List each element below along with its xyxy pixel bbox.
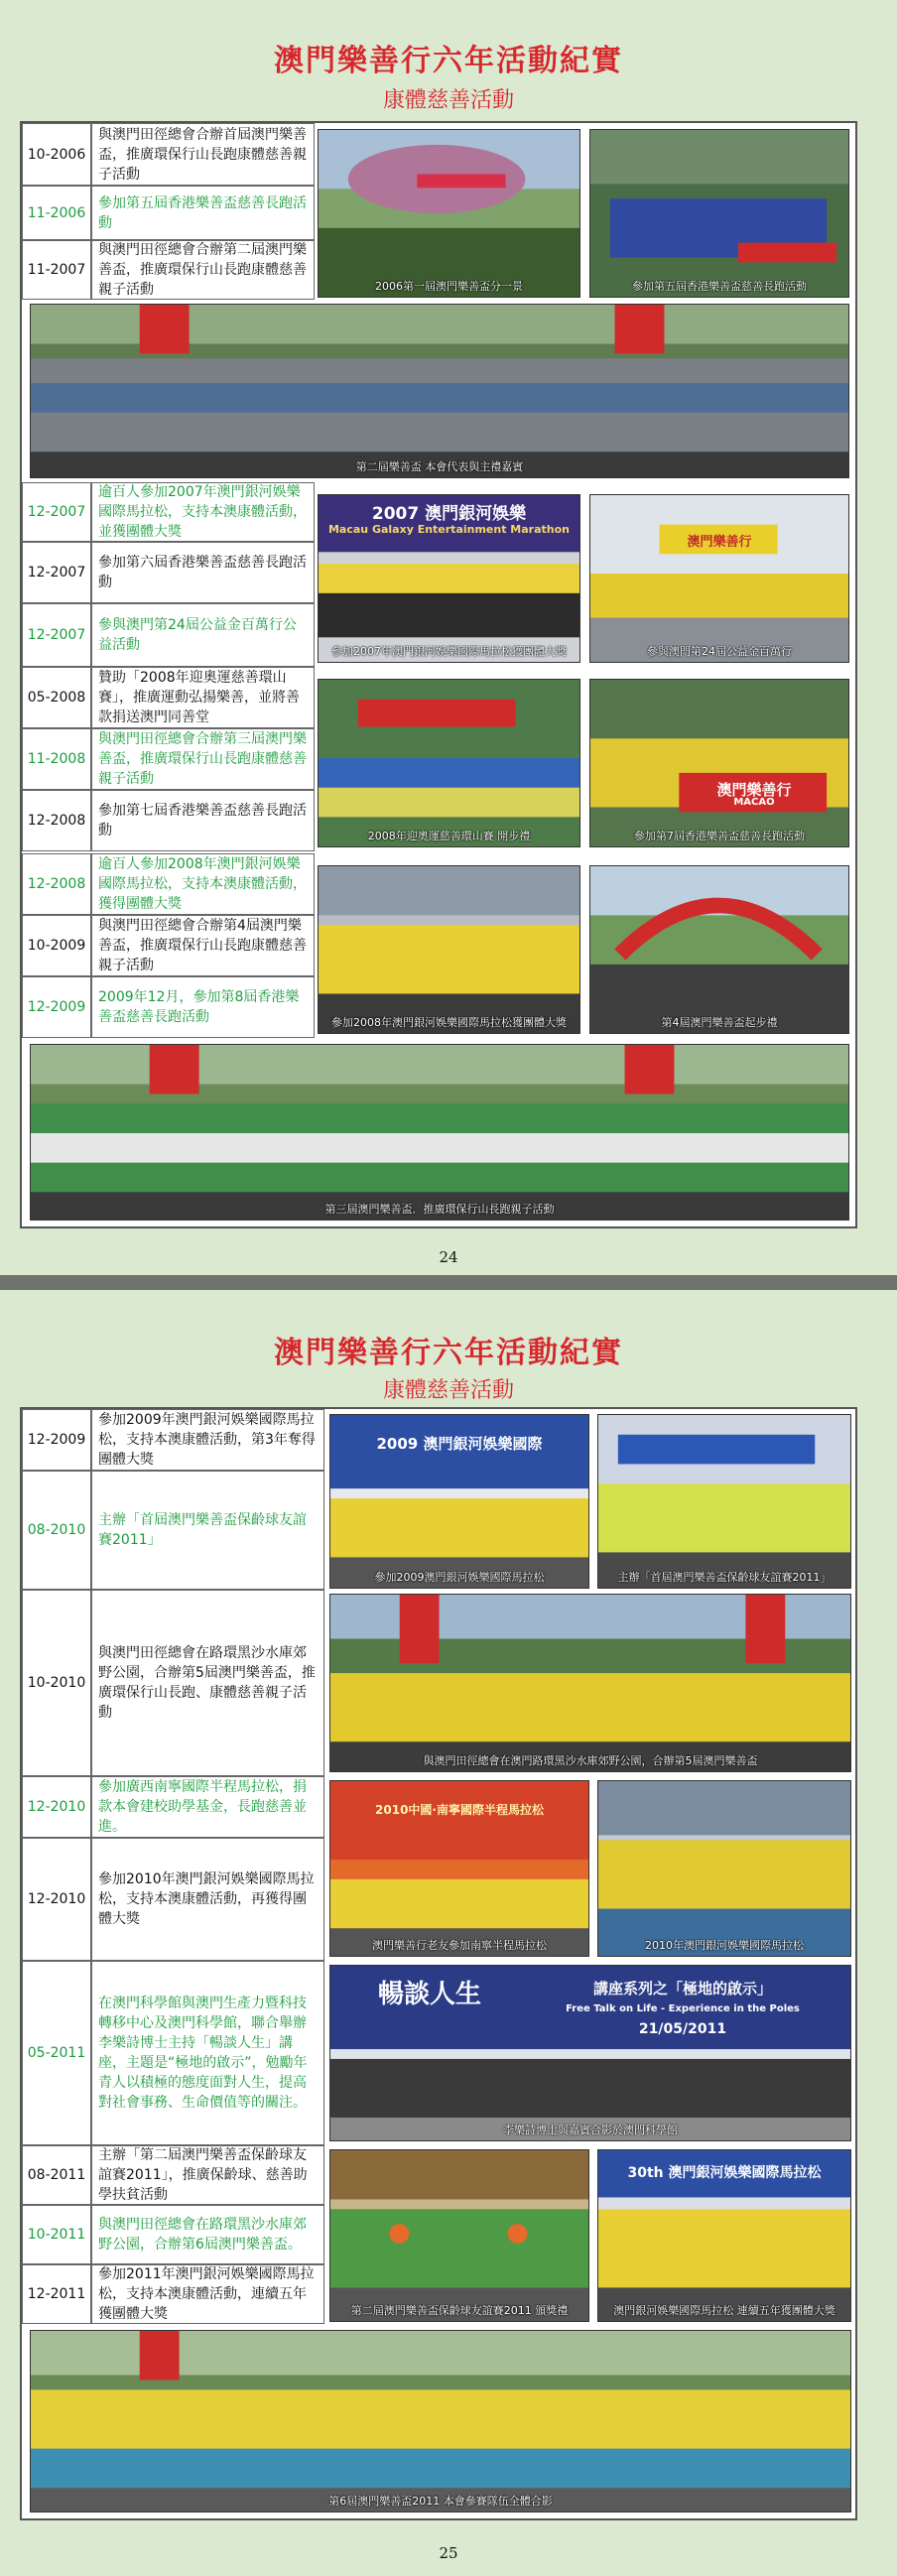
- photo-art: [319, 130, 579, 297]
- row-text: 主辦「第二屆澳門樂善盃保齡球友誼賽2011」，推廣保齡球、慈善助學扶貧活動: [91, 2145, 324, 2205]
- banner-text: 2007 澳門銀河娛樂: [371, 504, 527, 524]
- photo-caption: 參與澳門第24屆公益金百萬行: [647, 645, 792, 658]
- photo-hk-race-2006: [589, 129, 849, 298]
- photo-art: [31, 305, 848, 477]
- photo-hk-race-2008: [589, 679, 849, 847]
- banner-text: 2010中國·南寧國際半程馬拉松: [375, 1803, 544, 1817]
- photo-caption: 參加2008年澳門銀河娛樂國際馬拉松獲團體大獎: [331, 1016, 567, 1029]
- photo-art: [590, 680, 848, 846]
- row-text: 參加2009年澳門銀河娛樂國際馬拉松，支持本澳康體活動，第3年奪得團體大獎: [91, 1409, 324, 1471]
- photo-walk-2007: [589, 494, 849, 663]
- photo-marathon-2008: [318, 865, 580, 1034]
- row-date: 12-2007: [22, 482, 91, 542]
- row-date: 05-2008: [22, 667, 91, 728]
- row-text: 逾百人參加2008年澳門銀河娛樂國際馬拉松，支持本澳康體活動，獲得團體大獎: [91, 853, 315, 915]
- photo-caption: 參加第7屆香港樂善盃慈善長跑活動: [634, 830, 805, 842]
- photo-talk-2011: [329, 1965, 851, 2141]
- page-title: 澳門樂善行六年活動紀實: [274, 1336, 623, 1370]
- page-number: 24: [439, 1248, 458, 1266]
- photo-caption: 第三屆澳門樂善盃．推廣環保行山長跑親子活動: [324, 1203, 555, 1216]
- photo-art: [590, 130, 848, 297]
- photo-caption: 第二屆樂善盃 本會代表與主禮嘉賓: [355, 460, 524, 473]
- row-date: 12-2010: [22, 1838, 91, 1961]
- row-date: 12-2007: [22, 603, 91, 667]
- banner-text: Macau Galaxy Entertainment Marathon: [327, 523, 571, 536]
- row-date: 12-2007: [22, 542, 91, 603]
- photo-marathon-2009: [329, 1414, 589, 1589]
- photo-art: [319, 866, 579, 1033]
- row-text: 逾百人參加2007年澳門銀河娛樂國際馬拉松，支持本澳康體活動，並獲團體大獎: [91, 482, 315, 542]
- photo-marathon-2007: [318, 494, 580, 663]
- row-date: 12-2010: [22, 1776, 91, 1838]
- banner-text: MACAO: [733, 797, 775, 808]
- row-date: 11-2008: [22, 728, 91, 790]
- row-text: 贊助「2008年迎奧運慈善環山賽」，推廣運動弘揚樂善，並將善款捐送澳門同善堂: [91, 667, 315, 728]
- row-date: 12-2011: [22, 2264, 91, 2324]
- row-text: 參加廣西南寧國際半程馬拉松，捐款本會建校助學基金，長跑慈善並進。: [91, 1776, 324, 1838]
- photo-hill-race-2008: [318, 679, 580, 847]
- row-date: 08-2010: [22, 1471, 91, 1590]
- activity-table: [20, 121, 857, 1228]
- row-text: 參加第六屆香港樂善盃慈善長跑活動: [91, 542, 315, 603]
- row-text: 參加2010年澳門銀河娛樂國際馬拉松，支持本澳康體活動，再獲得團體大獎: [91, 1838, 324, 1961]
- photo-caption: 參加第五屆香港樂善盃慈善長跑活動: [632, 280, 807, 293]
- row-text: 與澳門田徑總會合辦第二屆澳門樂善盃，推廣環保行山長跑康體慈善親子活動: [91, 240, 315, 300]
- row-date: 11-2006: [22, 186, 91, 240]
- photo-art: [319, 680, 579, 846]
- photo-art: [330, 2150, 588, 2321]
- page-subtitle: 康體慈善活動: [382, 88, 514, 113]
- banner-text: Free Talk on Life - Experience in the Poles: [566, 2003, 800, 2014]
- photo-art: [31, 1045, 848, 1220]
- row-date: 12-2009: [22, 1409, 91, 1471]
- photo-group-2011: [30, 2330, 851, 2512]
- photo-art: [590, 495, 848, 662]
- photo-art: [598, 1781, 850, 1956]
- photo-caption: 與澳門田徑總會在澳門路環黑沙水庫郊野公園，合辦第5屆澳門樂善盃: [423, 1754, 758, 1767]
- photo-race-start-2009: [589, 865, 849, 1034]
- row-text: 參加第七屆香港樂善盃慈善長跑活動: [91, 790, 315, 851]
- photo-art: [31, 2331, 850, 2512]
- photo-art: [590, 866, 848, 1033]
- activity-table: [20, 1407, 857, 2520]
- row-date: 12-2008: [22, 853, 91, 915]
- row-date: 08-2011: [22, 2145, 91, 2205]
- page-divider: [0, 1275, 897, 1290]
- banner-text: 講座系列之「極地的啟示」: [592, 1980, 772, 1997]
- page-24: [0, 0, 897, 1275]
- row-text: 在澳門科學館與澳門生產力暨科技轉移中心及澳門科學館，聯合舉辦李樂詩博士主持「暢談人生」講座，主題是“極地的啟示”，勉勵年青人以積極的態度面對人生，提高對社會事務、生命價值等的關注。: [91, 1961, 324, 2145]
- photo-marathon-2011: [597, 2149, 851, 2322]
- photo-race-start-2006: [318, 129, 580, 298]
- row-text: 與澳門田徑總會在路環黑沙水庫郊野公園，合辦第5屆澳門樂善盃，推廣環保行山長跑、康體慈善親子活動: [91, 1590, 324, 1776]
- photo-caption: 澳門樂善行老友參加南寧半程馬拉松: [372, 1939, 547, 1952]
- photo-caption: 第4屆澳門樂善盃起步禮: [661, 1016, 778, 1029]
- photo-caption: 澳門銀河娛樂國際馬拉松 連續五年獲團體大獎: [613, 2304, 835, 2317]
- banner-text: 澳門樂善行: [687, 535, 752, 550]
- row-text: 與澳門田徑總會合辦第三屆澳門樂善盃，推廣環保行山長跑康體慈善親子活動: [91, 728, 315, 790]
- photo-art: [330, 1595, 850, 1771]
- photo-caption: 2008年迎奧運慈善環山賽 開步禮: [367, 830, 531, 842]
- photo-caption: 參加2007年澳門銀河娛樂國際馬拉松獲團體大獎: [331, 645, 567, 658]
- row-text: 與澳門田徑總會合辦首屆澳門樂善盃，推廣環保行山長跑康體慈善親子活動: [91, 123, 315, 186]
- banner-text: 21/05/2011: [638, 2021, 727, 2037]
- banner-text: 2009 澳門銀河娛樂國際: [376, 1435, 543, 1453]
- row-text: 參加2011年澳門銀河娛樂國際馬拉松，支持本澳康體活動，連續五年獲團體大獎: [91, 2264, 324, 2324]
- photo-caption: 主辦「首屆澳門樂善盃保齡球友誼賽2011」: [617, 1571, 832, 1584]
- banner-text: 30th 澳門銀河娛樂國際馬拉松: [627, 2165, 822, 2181]
- photo-nanning-2010: [329, 1780, 589, 1957]
- row-text: 與澳門田徑總會合辦第4屆澳門樂善盃，推廣環保行山長跑康體慈善親子活動: [91, 915, 315, 976]
- row-date: 12-2009: [22, 976, 91, 1038]
- photo-caption: 第6屆澳門樂善盃2011 本會參賽隊伍全體合影: [328, 2495, 553, 2508]
- photo-bowling-award-2011: [329, 2149, 589, 2322]
- photo-race-2010: [329, 1594, 851, 1772]
- photo-marathon-2010: [597, 1780, 851, 1957]
- row-text: 參加第五屆香港樂善盃慈善長跑活動: [91, 186, 315, 240]
- photo-caption: 2010年澳門銀河娛樂國際馬拉松: [645, 1939, 804, 1952]
- photo-art: [598, 1415, 850, 1588]
- row-text: 2009年12月，參加第8屆香港樂善盃慈善長跑活動: [91, 976, 315, 1038]
- page-number: 25: [439, 2544, 458, 2562]
- row-date: 11-2007: [22, 240, 91, 300]
- banner-text: 暢談人生: [377, 1980, 481, 2009]
- row-date: 10-2010: [22, 1590, 91, 1776]
- page-title: 澳門樂善行六年活動紀實: [274, 44, 623, 78]
- row-date: 12-2008: [22, 790, 91, 851]
- photo-group-2007: [30, 304, 849, 478]
- photo-caption: 第二屆澳門樂善盃保齡球友誼賽2011 頒獎禮: [350, 2304, 569, 2317]
- photo-group-2008: [30, 1044, 849, 1221]
- photo-caption: 參加2009澳門銀河娛樂國際馬拉松: [374, 1571, 545, 1584]
- row-date: 10-2011: [22, 2205, 91, 2264]
- row-text: 參與澳門第24屆公益金百萬行公益活動: [91, 603, 315, 667]
- page-subtitle: 康體慈善活動: [382, 1378, 514, 1403]
- photo-caption: 2006第一屆澳門樂善盃分一景: [375, 280, 523, 293]
- row-date: 05-2011: [22, 1961, 91, 2145]
- photo-caption: 李樂詩博士與嘉賓合影於澳門科學館: [503, 2124, 678, 2136]
- row-text: 主辦「首屆澳門樂善盃保齡球友誼賽2011」: [91, 1471, 324, 1590]
- row-date: 10-2009: [22, 915, 91, 976]
- banner-text: 澳門樂善行: [716, 781, 792, 799]
- page-25: [0, 1290, 897, 2576]
- photo-bowling-2011: [597, 1414, 851, 1589]
- row-text: 與澳門田徑總會在路環黑沙水庫郊野公園，合辦第6屆澳門樂善盃。: [91, 2205, 324, 2264]
- row-date: 10-2006: [22, 123, 91, 186]
